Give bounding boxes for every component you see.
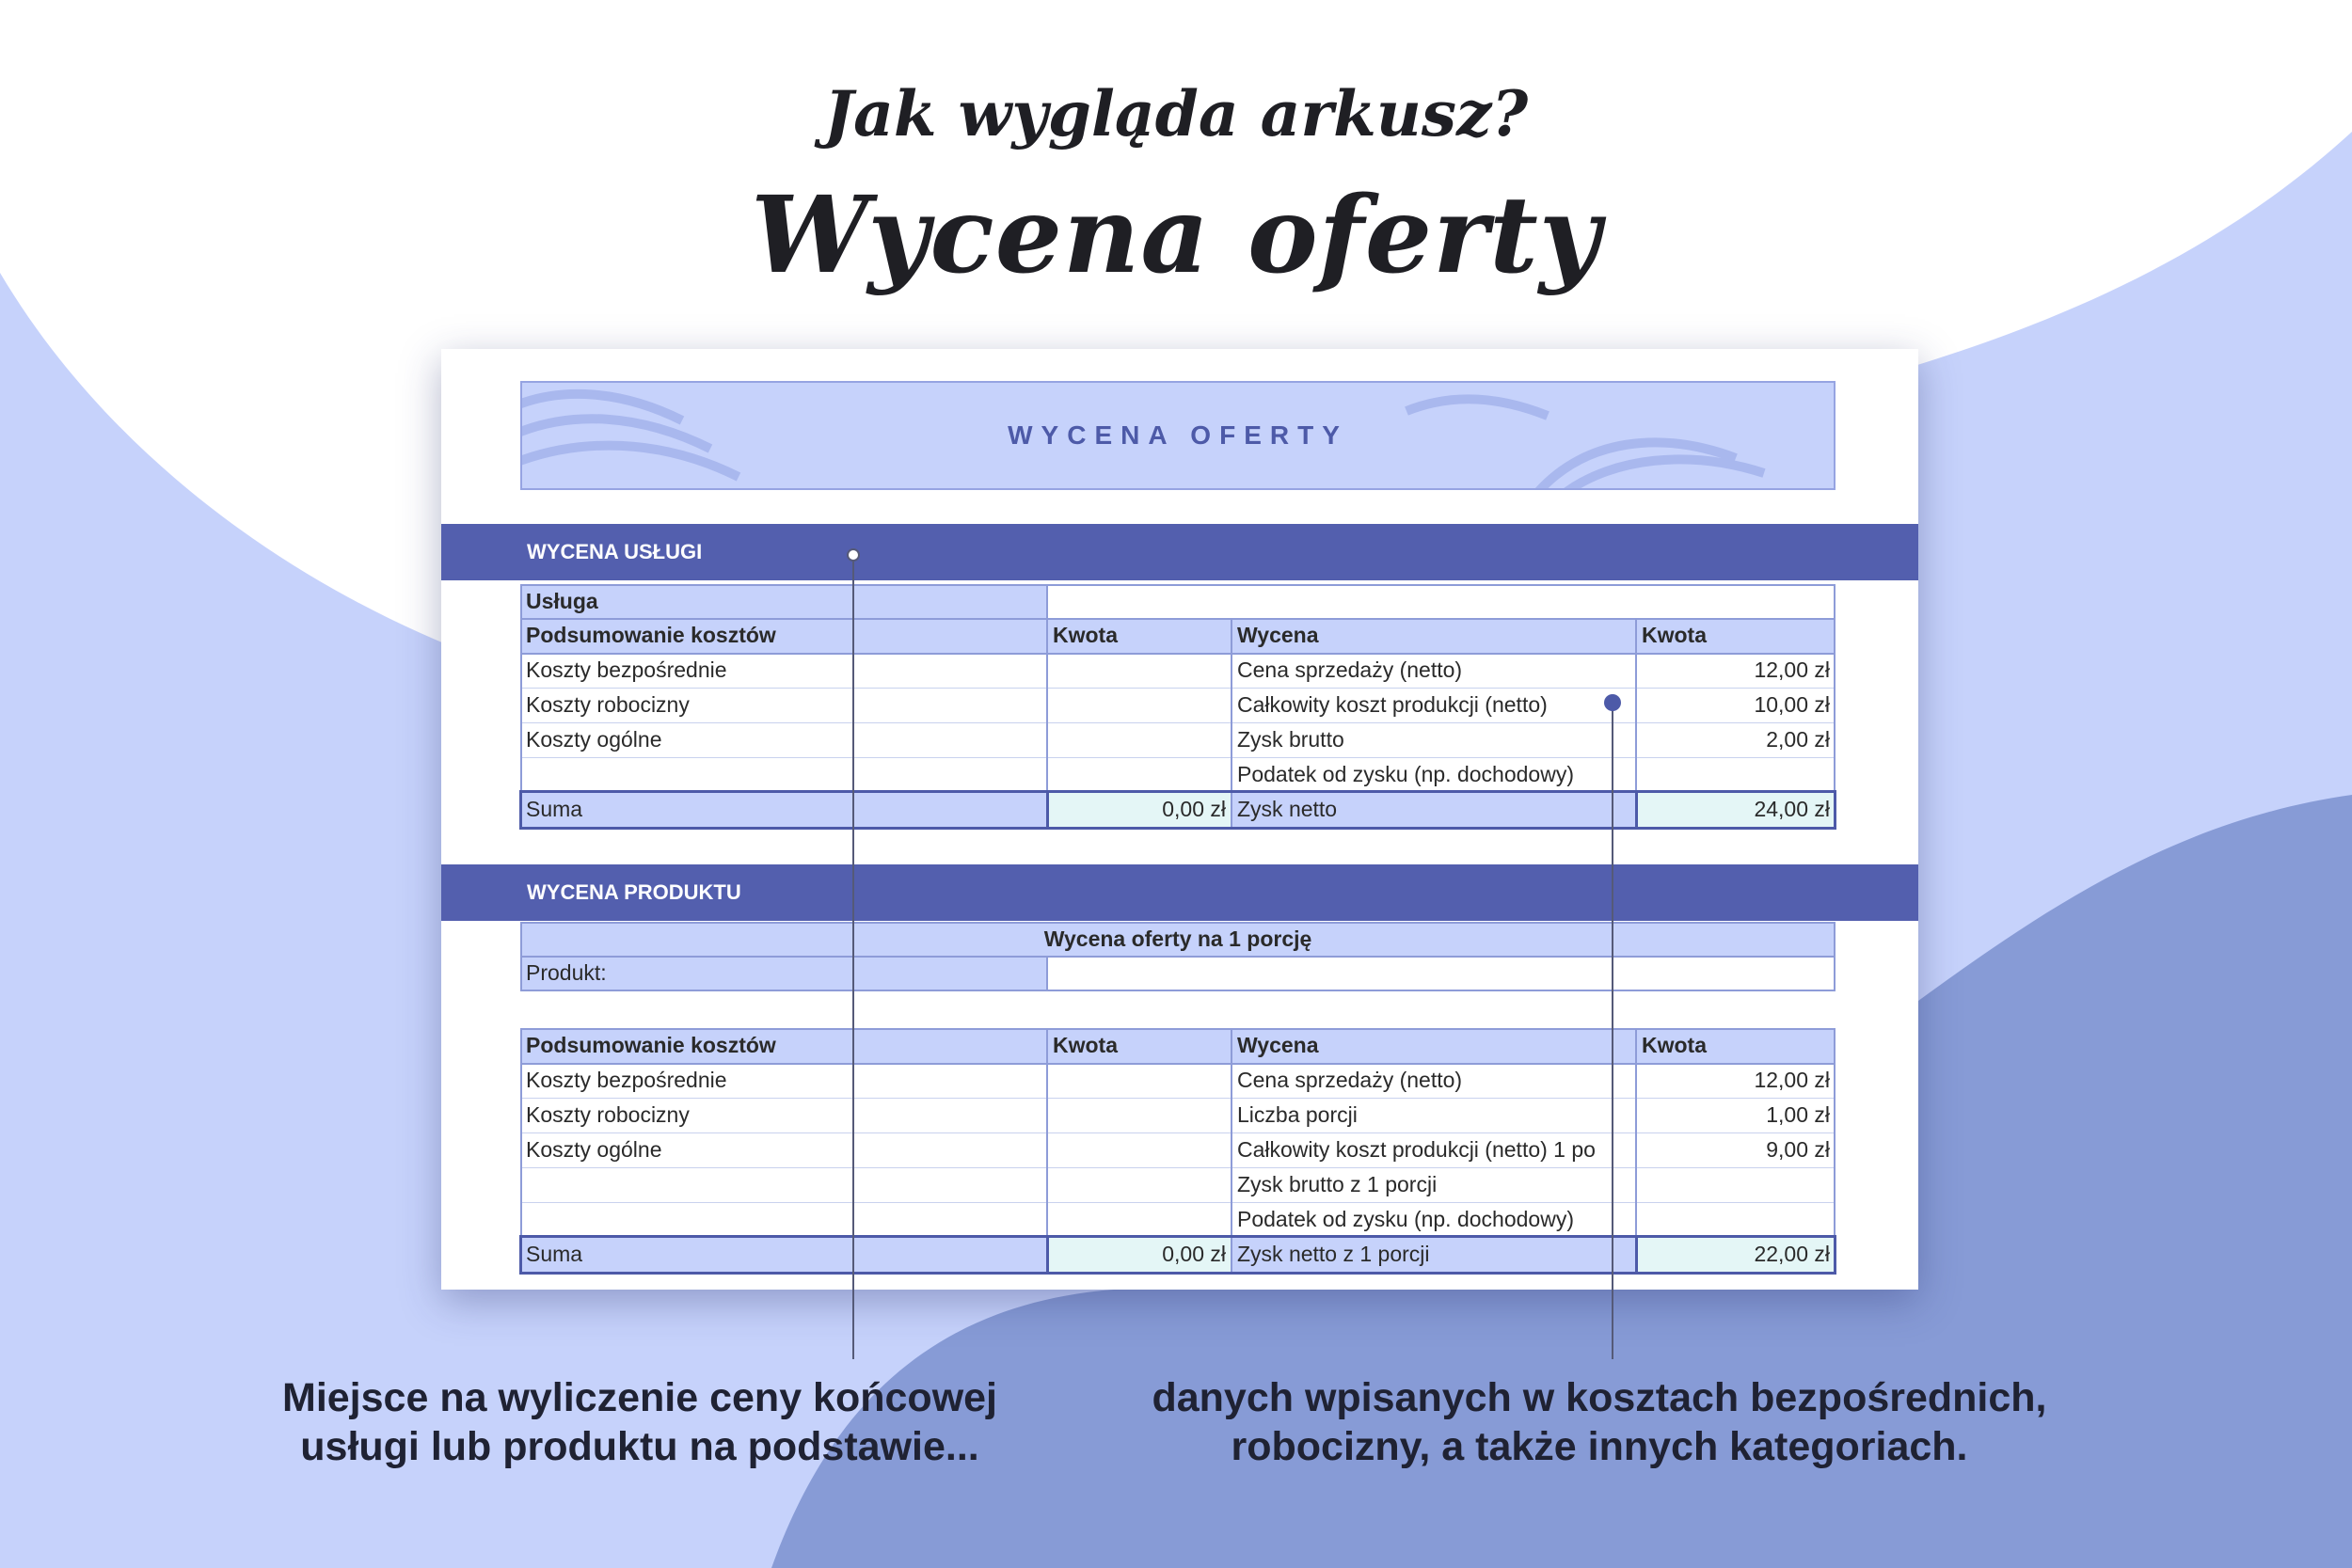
service-section-label: WYCENA USŁUGI <box>527 540 703 563</box>
product-sum-label: Suma <box>520 1237 853 1273</box>
product-valuation-item: Całkowity koszt produkcji (netto) 1 po <box>1237 1137 1596 1162</box>
grid-line <box>520 1063 1836 1065</box>
grid-line <box>520 757 1836 758</box>
service-sum-value: 0,00 zł <box>1047 792 1232 828</box>
grid-line <box>520 653 1836 655</box>
product-valuation-value <box>1636 1202 1836 1237</box>
product-valuation-header: Wycena <box>1232 1028 1636 1063</box>
product-valuation-value: 9,00 zł <box>1766 1137 1830 1162</box>
grid-line <box>520 688 1836 689</box>
service-input[interactable] <box>1047 584 1836 618</box>
product-offer-caption: Wycena oferty na 1 porcję <box>520 922 1836 956</box>
service-cost-item: Koszty robocizny <box>526 692 690 717</box>
grid-line <box>1635 791 1638 829</box>
grid-line <box>520 618 1836 620</box>
service-cost-item: Koszty bezpośrednie <box>526 657 727 682</box>
grid-line <box>520 990 1836 991</box>
product-cost-item: Koszty ogólne <box>526 1137 662 1162</box>
product-amount-header: Kwota <box>1047 1028 1232 1063</box>
service-valuation-value: 2,00 zł <box>1766 727 1830 752</box>
spreadsheet-preview <box>441 349 1918 1290</box>
service-valuation-value: 12,00 zł <box>1754 657 1830 682</box>
service-net-label: Zysk netto <box>1232 792 1636 828</box>
left-leader-marker-icon <box>847 548 860 562</box>
right-caption-line: robocizny, a także innych kategoriach. <box>1231 1424 1968 1469</box>
service-cost-header: Podsumowanie kosztów <box>520 618 853 653</box>
service-net-value: 24,00 zł <box>1636 792 1836 828</box>
grid-line <box>520 1202 1836 1203</box>
service-valuation-header: Wycena <box>1232 618 1636 653</box>
grid-line <box>520 722 1836 723</box>
product-input[interactable] <box>1047 956 1836 990</box>
service-valuation-value: 10,00 zł <box>1754 692 1830 717</box>
grid-line <box>520 922 522 990</box>
product-valuation-item: Zysk brutto z 1 porcji <box>1237 1172 1438 1196</box>
product-net-label: Zysk netto z 1 porcji <box>1232 1237 1636 1273</box>
page-subtitle: Jak wygląda arkusz? <box>823 77 1529 150</box>
grid-line <box>1046 791 1049 829</box>
product-cost-header-fill <box>853 1028 1047 1063</box>
product-valuation-item: Liczba porcji <box>1237 1102 1358 1127</box>
product-valuation-value: 12,00 zł <box>1754 1068 1830 1092</box>
product-field-label: Produkt: <box>520 956 853 990</box>
grid-line <box>520 956 1836 958</box>
grid-line <box>520 1028 1836 1030</box>
product-amount-header-2: Kwota <box>1636 1028 1836 1063</box>
product-valuation-value: 1,00 zł <box>1766 1102 1830 1127</box>
service-section-header <box>441 524 1918 580</box>
product-cost-item: Koszty bezpośrednie <box>526 1068 727 1092</box>
product-sum-value: 0,00 zł <box>1047 1237 1232 1273</box>
banner-title: WYCENA OFERTY <box>1008 420 1348 450</box>
service-amount-header: Kwota <box>1047 618 1232 653</box>
product-cost-header: Podsumowanie kosztów <box>520 1028 853 1063</box>
product-valuation-item: Cena sprzedaży (netto) <box>1237 1068 1463 1092</box>
left-caption-line: usługi lub produktu na podstawie... <box>300 1424 979 1469</box>
service-sum-row-frame <box>519 790 1836 830</box>
right-leader-line <box>1612 704 1613 1359</box>
grid-line <box>520 1167 1836 1168</box>
right-caption-line: danych wpisanych w kosztach bezpośrednich, <box>1152 1375 2047 1420</box>
service-field-fill <box>853 584 1047 618</box>
product-sum-row-frame <box>519 1235 1836 1275</box>
grid-line <box>1834 922 1836 990</box>
service-cost-item: Koszty ogólne <box>526 727 662 752</box>
product-valuation-value <box>1636 1167 1836 1202</box>
grid-line <box>520 584 1836 586</box>
grid-line <box>1046 1236 1049 1274</box>
grid-line <box>520 1132 1836 1133</box>
product-cost-item: Koszty robocizny <box>526 1102 690 1127</box>
service-valuation-item: Podatek od zysku (np. dochodowy) <box>1237 762 1574 786</box>
service-field-label: Usługa <box>520 584 853 618</box>
service-cost-header-fill <box>853 618 1047 653</box>
service-valuation-item: Cena sprzedaży (netto) <box>1237 657 1463 682</box>
product-field-fill <box>853 956 1047 990</box>
left-leader-line <box>852 555 854 1359</box>
service-valuation-item: Całkowity koszt produkcji (netto) <box>1237 692 1548 717</box>
right-leader-marker-icon <box>1604 694 1621 711</box>
sheet-banner <box>520 381 1836 490</box>
grid-line <box>1046 956 1048 990</box>
right-caption <box>1091 1373 2107 1471</box>
product-section-header <box>441 864 1918 921</box>
product-valuation-item: Podatek od zysku (np. dochodowy) <box>1237 1207 1574 1231</box>
grid-line <box>520 1098 1836 1099</box>
service-valuation-value <box>1636 757 1836 792</box>
service-amount-header-2: Kwota <box>1636 618 1836 653</box>
left-caption-line: Miejsce na wyliczenie ceny końcowej <box>282 1375 997 1420</box>
left-caption <box>207 1373 1073 1471</box>
grid-line <box>1635 1236 1638 1274</box>
product-section-label: WYCENA PRODUKTU <box>527 880 741 904</box>
service-sum-label: Suma <box>520 792 853 828</box>
grid-line <box>520 922 1836 924</box>
product-net-value: 22,00 zł <box>1636 1237 1836 1273</box>
service-valuation-item: Zysk brutto <box>1237 727 1344 752</box>
page-title: Wycena oferty <box>751 174 1601 297</box>
